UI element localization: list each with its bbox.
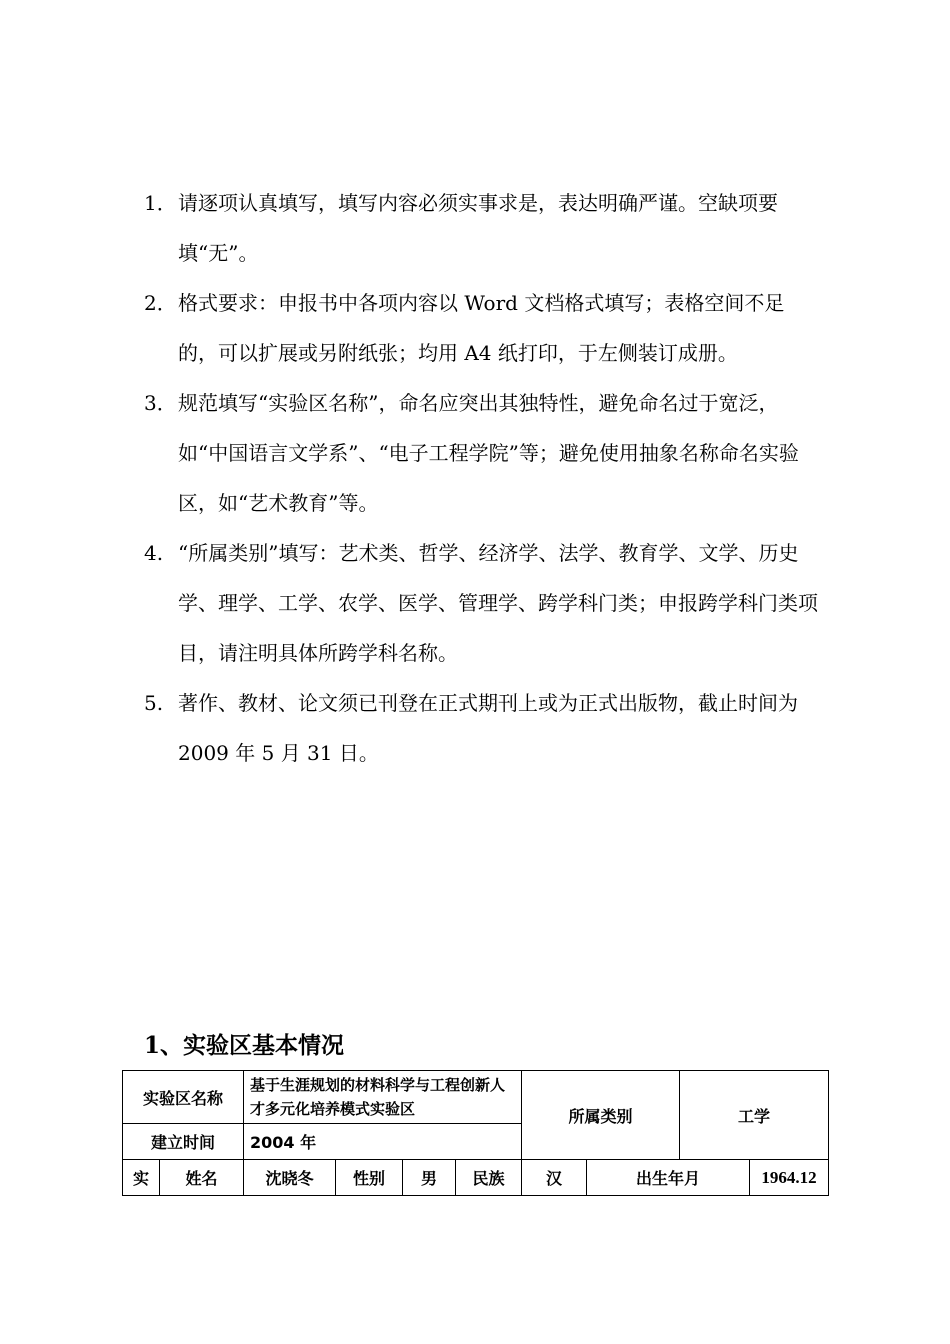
- name-label-cell: 实验区名称: [123, 1071, 244, 1124]
- instruction-item: [144, 528, 824, 678]
- birth-label-cell: 出生年月: [587, 1160, 750, 1196]
- instruction-item: [144, 678, 824, 778]
- instruction-item: [144, 278, 824, 378]
- gender-value-cell: 男: [403, 1160, 456, 1196]
- instruction-number: 3．: [144, 391, 177, 415]
- founded-label-cell: 建立时间: [123, 1124, 244, 1160]
- instruction-text: 格式要求：申报书中各项内容以 Word 文档格式填写；表格空间不足的，可以扩展或另附纸张；均用 A4 纸打印，于左侧装订成册。: [178, 291, 785, 365]
- ethnicity-label-cell: 民族: [456, 1160, 522, 1196]
- instruction-list: [144, 178, 824, 778]
- birth-value-cell: 1964.12: [750, 1160, 829, 1196]
- instruction-text: 请逐项认真填写，填写内容必须实事求是，表达明确严谨。空缺项要填“无”。: [178, 191, 778, 265]
- instruction-text: 著作、教材、论文须已刊登在正式期刊上或为正式出版物，截止时间为 2009 年 5 月 31 日。: [178, 691, 798, 765]
- person-name-value-cell: 沈晓冬: [244, 1160, 336, 1196]
- instruction-number: 2．: [144, 291, 177, 315]
- row-label-cell: 实: [123, 1160, 160, 1196]
- person-name-label-cell: 姓名: [160, 1160, 244, 1196]
- instruction-number: 1．: [144, 191, 177, 215]
- gender-label-cell: 性别: [336, 1160, 403, 1196]
- instruction-text: 规范填写“实验区名称”，命名应突出其独特性，避免命名过于宽泛，如“中国语言文学系”、“电子工程学院”等；避免使用抽象名称命名实验区，如“艺术教育”等。: [178, 391, 799, 515]
- instruction-number: 5.: [144, 691, 164, 715]
- instruction-item: [144, 378, 824, 528]
- instruction-text: “所属类别”填写：艺术类、哲学、经济学、法学、教育学、文学、历史学、理学、工学、农学、医学、管理学、跨学科门类；申报跨学科门类项目，请注明具体所跨学科名称。: [178, 541, 818, 665]
- ethnicity-value-cell: 汉: [522, 1160, 587, 1196]
- category-value-cell: 工学: [680, 1071, 829, 1160]
- section-title: 1、实验区基本情况: [144, 1032, 345, 1059]
- instruction-item: [144, 178, 824, 278]
- basic-info-table: [122, 1070, 829, 1196]
- founded-value-cell: 2004 年: [244, 1124, 522, 1160]
- instruction-number: 4.: [144, 541, 164, 565]
- category-label-cell: 所属类别: [522, 1071, 680, 1160]
- name-value-cell: 基于生涯规划的材料科学与工程创新人才多元化培养模式实验区: [244, 1071, 522, 1124]
